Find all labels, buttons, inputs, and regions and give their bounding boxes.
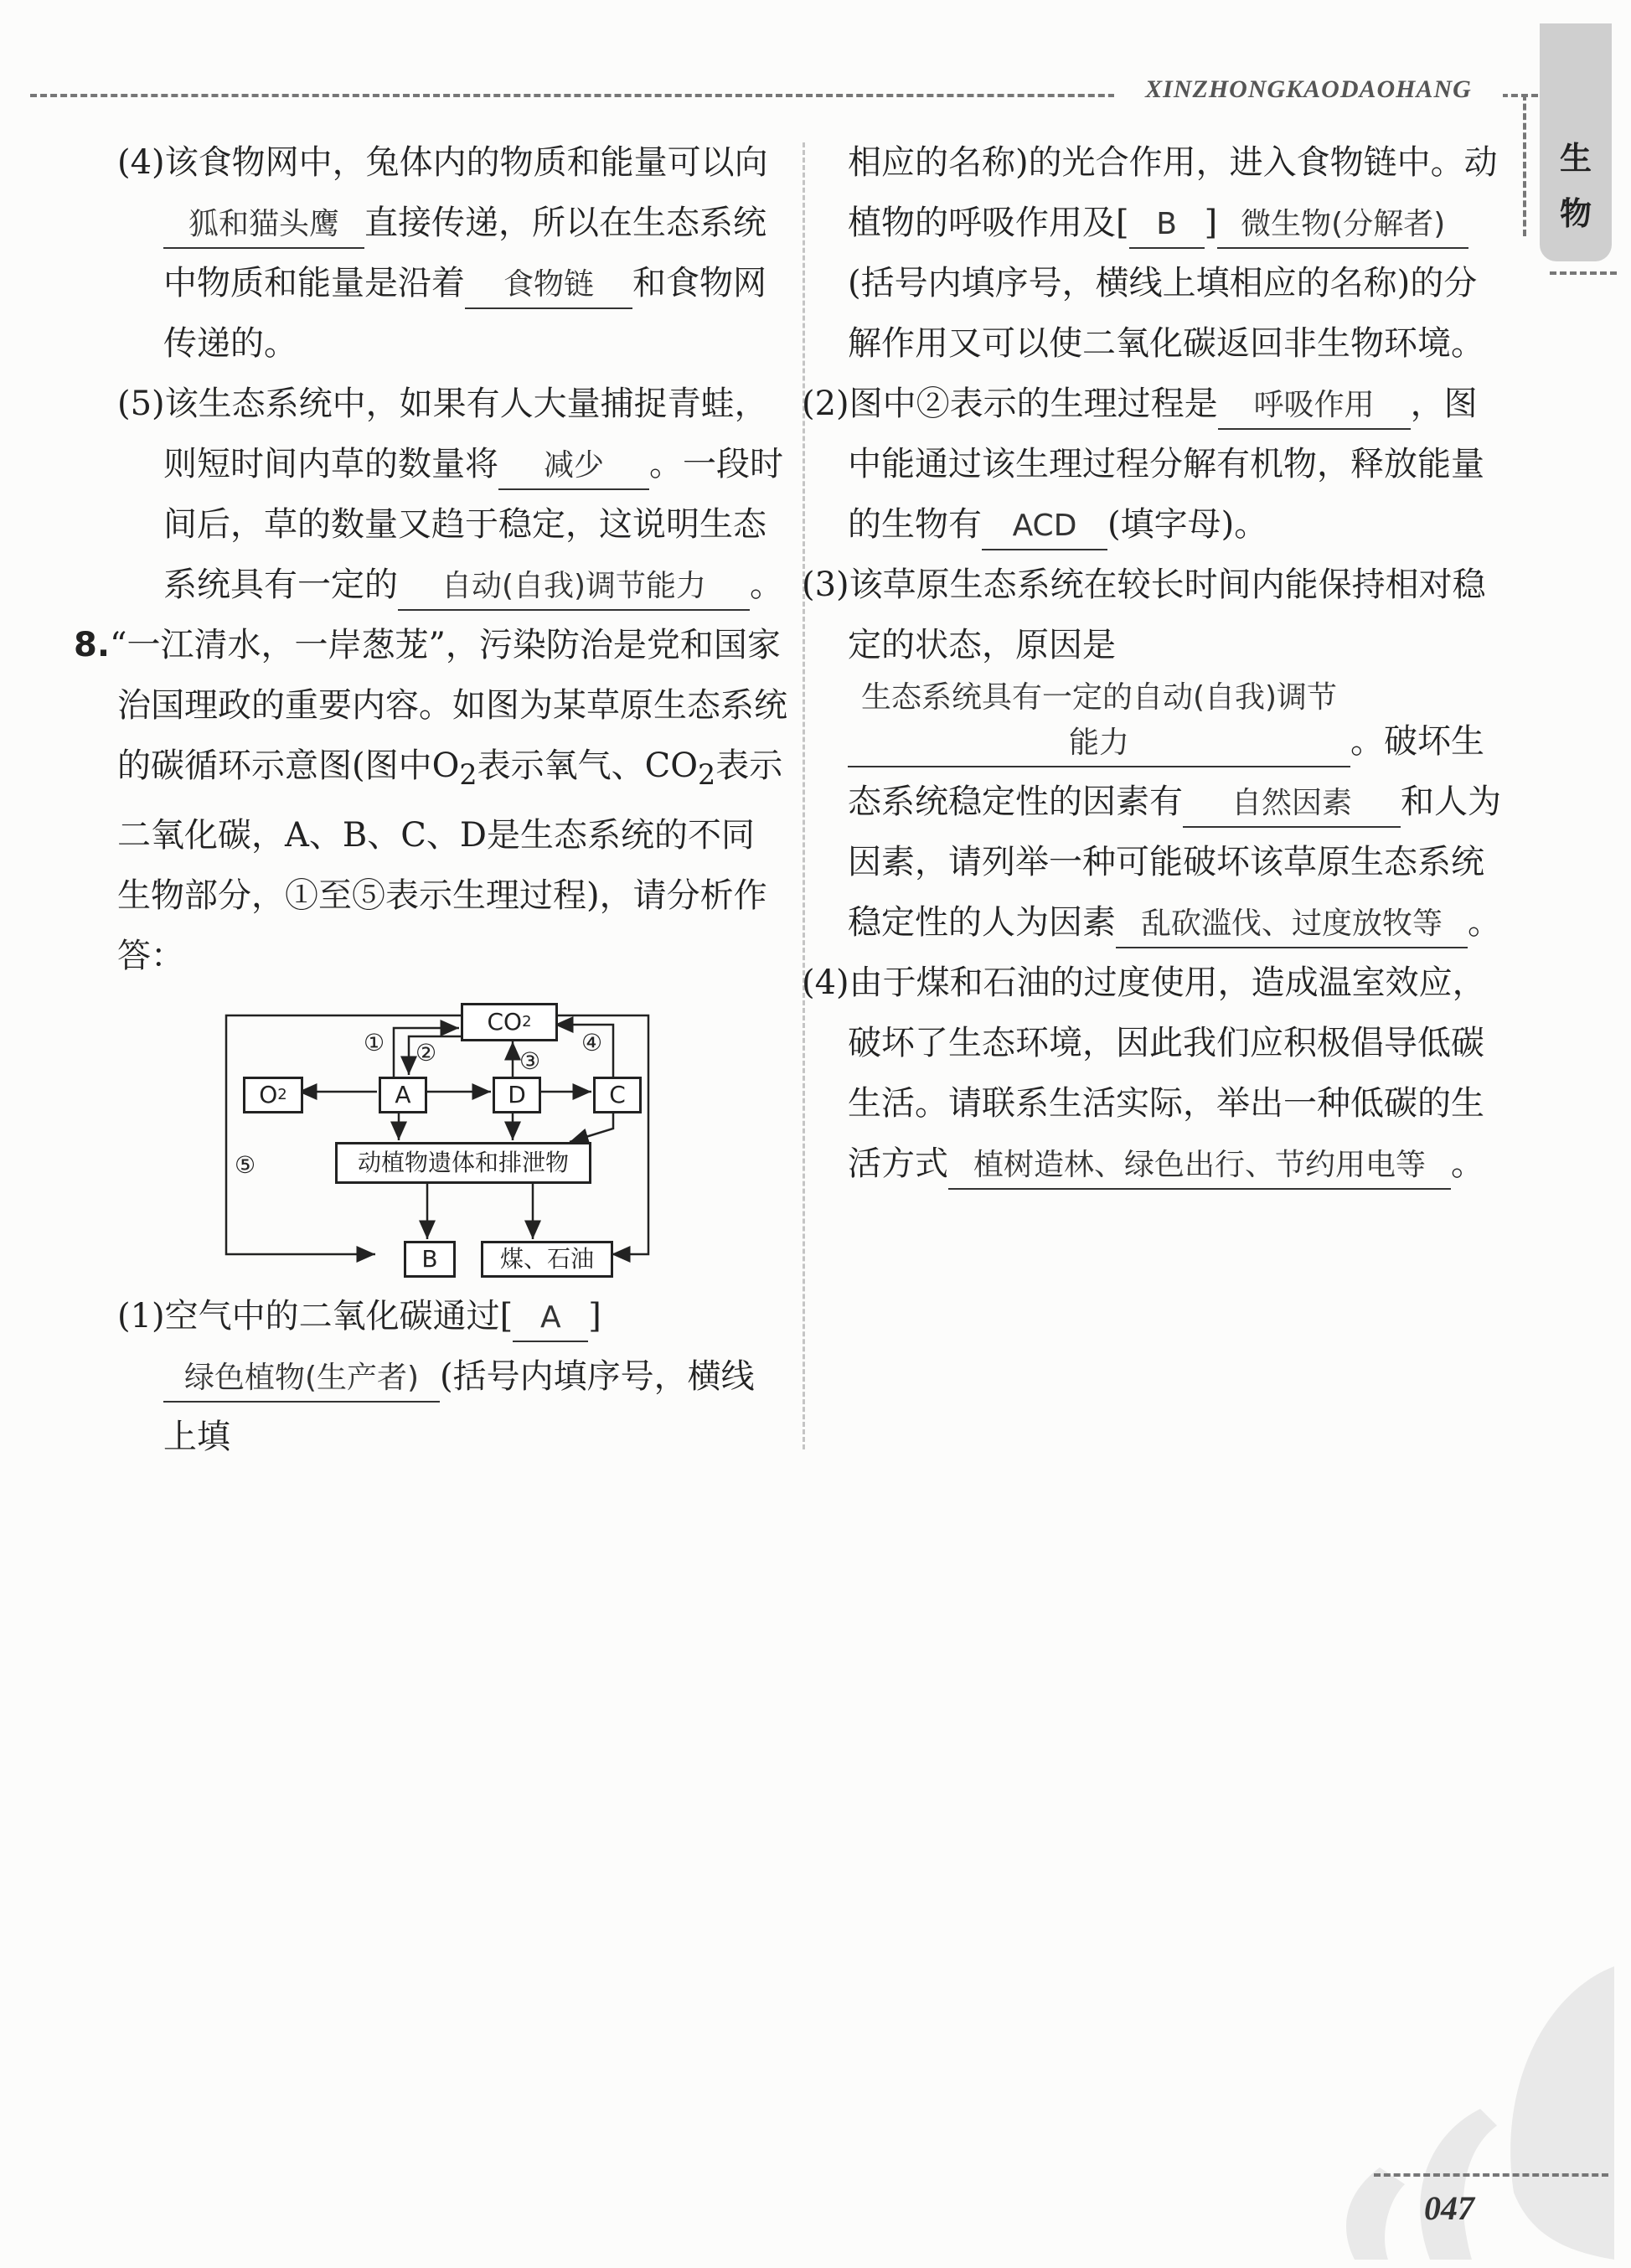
answer-blank[interactable]: 狐和猫头鹰 <box>163 202 364 249</box>
answer-blank[interactable]: 乱砍滥伐、过度放牧等 <box>1116 902 1468 948</box>
footer-dashed-rule <box>1374 2173 1608 2177</box>
tab-dashed-rule-vertical <box>1523 94 1526 236</box>
node-c: C <box>593 1077 642 1113</box>
subject-label <box>1540 131 1612 241</box>
process-5-label: ⑤ <box>235 1151 256 1179</box>
answer-blank[interactable]: 减少 <box>498 443 649 490</box>
node-co2: CO 2 <box>461 1003 558 1041</box>
answer-blank[interactable]: 呼吸作用 <box>1218 383 1411 430</box>
process-2-label: ② <box>415 1039 437 1067</box>
process-1-label: ① <box>364 1029 385 1057</box>
subject-char-2: 物 <box>1559 195 1592 232</box>
sub-question-3: (3)该草原生态系统在较长时间内能保持相对稳定的状态，原因是生态系统具有一定的自动(自我)调节能力 。破坏生态系统稳定性的因素有 自然因素 和人为因素，请列举一种可能破坏该草原生态系统稳定性的人为因素 乱砍滥伐、过度放牧等 。 <box>804 555 1510 953</box>
sub-question-2: (2)图中②表示的生理过程是 呼吸作用 ，图中能通过该生理过程分解有机物，释放能量的生物有 ACD (填字母)。 <box>804 374 1510 555</box>
left-column <box>74 132 787 1467</box>
sub-question-4: (4)由于煤和石油的过度使用，造成温室效应，破坏了生态环境，因此我们应积极倡导低碳生活。请联系生活实际，举出一种低碳的生活方式 植树造林、绿色出行、节约用电等 。 <box>804 953 1510 1194</box>
process-3-label: ③ <box>519 1047 541 1075</box>
answer-blank[interactable]: 微生物(分解者) <box>1217 202 1468 249</box>
node-d: D <box>493 1077 541 1113</box>
answer-blank[interactable]: 植树造林、绿色出行、节约用电等 <box>948 1143 1451 1190</box>
tab-dashed-rule-horizontal <box>1550 271 1617 275</box>
node-a: A <box>379 1077 427 1113</box>
series-title: XINZHONGKAODAOHANG <box>1114 75 1503 104</box>
answer-blank[interactable]: A <box>513 1295 588 1342</box>
question-4: (4)该食物网中，兔体内的物质和能量可以向狐和猫头鹰 直接传递，所以在生态系统中物质和能量是沿着 食物链 和食物网传递的。 <box>117 143 768 363</box>
node-fossil-fuel: 煤、石油 <box>481 1241 613 1278</box>
node-remains: 动植物遗体和排泄物 <box>335 1142 591 1184</box>
question-8-stem: 8.“一江清水，一岸葱茏”，污染防治是党和国家治国理政的重要内容。如图为某草原生态系统的碳循环示意图(图中$O_2$表示氧气、$CO_2$表示二氧化碳，A、B、C、D是生态系统的不同生物部分，①至⑤表示生理过程)，请分析作答： <box>74 626 787 975</box>
right-column <box>802 132 1510 1194</box>
page-number: 047 <box>1424 2189 1474 2227</box>
answer-blank[interactable]: ACD <box>982 504 1107 550</box>
answer-blank[interactable]: 自然因素 <box>1183 781 1401 828</box>
question-5: (5)该生态系统中，如果有人大量捕捉青蛙，则短时间内草的数量将 减少 。一段时间后，草的数量又趋于稳定，这说明生态系统具有一定的 自动(自我)调节能力 。 <box>117 374 787 615</box>
sub-question-1-part-b: 相应的名称)的光合作用，进入食物链中。动植物的呼吸作用及[ B ] 微生物(分解者)(括号内填序号，横线上填相应的名称)的分解作用又可以使二氧化碳返回非生物环境。 <box>848 143 1498 363</box>
answer-blank[interactable]: 绿色植物(生产者) <box>163 1356 440 1403</box>
answer-blank[interactable]: 自动(自我)调节能力 <box>398 564 750 611</box>
carbon-cycle-diagram <box>218 1003 670 1279</box>
node-o2: O 2 <box>243 1077 303 1113</box>
subject-char-1: 生 <box>1559 140 1592 177</box>
answer-blank[interactable]: 食物链 <box>465 262 632 309</box>
process-4-label: ④ <box>581 1029 603 1057</box>
question-number: 8. <box>74 626 111 664</box>
answer-blank[interactable]: 生态系统具有一定的自动(自我)调节能力 <box>848 675 1350 767</box>
answer-blank[interactable]: B <box>1129 202 1205 249</box>
node-b: B <box>404 1241 456 1278</box>
sub-question-1-part-a: (1)空气中的二氧化碳通过[ A ]绿色植物(生产者) (括号内填序号，横线上填 <box>117 1297 755 1456</box>
